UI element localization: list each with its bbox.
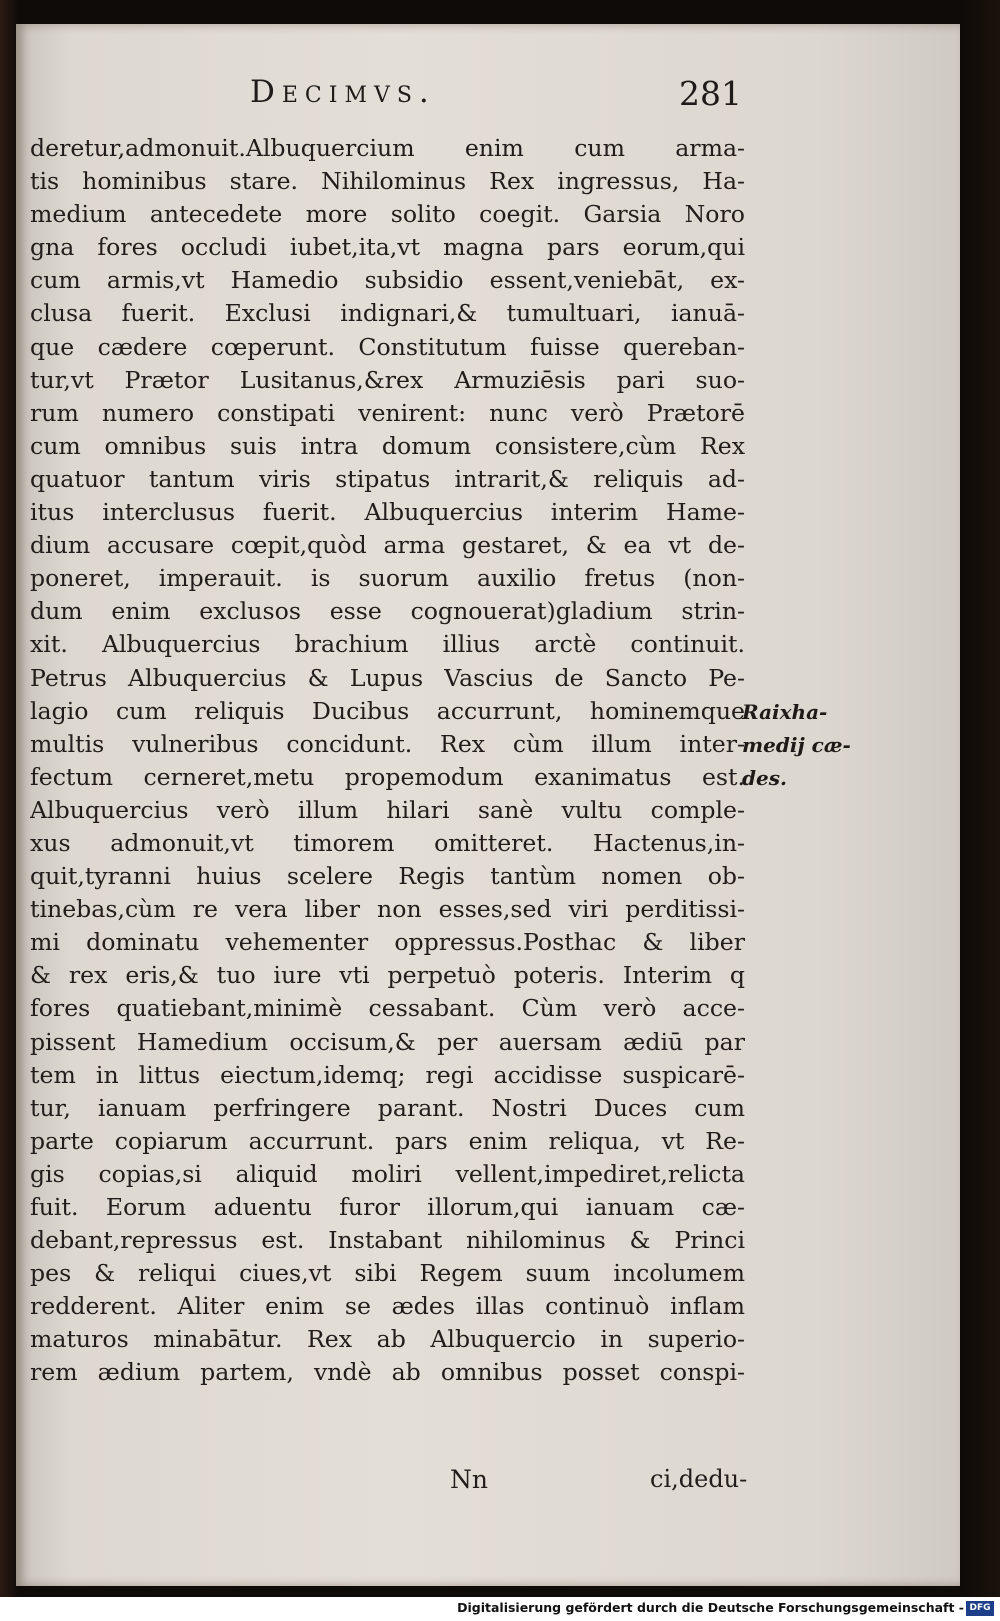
text-line: lagio cum reliquis Ducibus accurrunt, hominemque [30,696,745,725]
text-line: mi dominatu vehementer oppressus.Posthac & liber [30,928,745,957]
text-line: dium accusare cœpit,quòd arma gestaret, & ea vt de- [30,531,745,560]
text-line: & rex eris,& tuo iure vti perpetuò poteris. Interim q [30,961,745,990]
text-line: xus admonuit,vt timorem omitteret. Hactenus,in- [30,828,745,857]
dfg-logo-icon: DFG [966,1601,994,1616]
text-line: quit,tyranni huius scelere Regis tantùm nomen ob- [30,862,745,891]
body-text [30,132,745,1390]
text-line: tem in littus eiectum,idemq; regi accidisse suspicarē- [30,1060,745,1089]
text-line: Albuquercius verò illum hilari sanè vultu comple- [30,795,745,824]
text-line: poneret, imperauit. is suorum auxilio fretus (non- [30,564,745,593]
text-line: maturos minabātur. Rex ab Albuquercio in superio- [30,1325,745,1354]
text-line: pissent Hamedium occisum,& per auersam ædiū par [30,1027,745,1056]
text-line: itus interclusus fuerit. Albuquercius interim Hame- [30,498,745,527]
text-line: tis hominibus stare. Nihilominus Rex ingressus, Ha- [30,167,745,196]
text-line: debant,repressus est. Instabant nihilominus & Princi [30,1226,745,1255]
text-line: tinebas,cùm re vera liber non esses,sed viri perditissi- [30,895,745,924]
running-head: Decimvs. [250,74,436,110]
text-line: parte copiarum accurrunt. pars enim reliqua, vt Re- [30,1126,745,1155]
page-header [232,68,742,128]
page-number: 281 [679,74,742,113]
text-line: Petrus Albuquercius & Lupus Vascius de Sancto Pe- [30,663,745,692]
text-line: rem ædium partem, vndè ab omnibus posset conspi- [30,1358,745,1387]
digitization-footer [0,1597,1000,1621]
text-line: cum omnibus suis intra domum consistere,cùm Rex [30,431,745,460]
signature-mark: Nn [450,1465,488,1494]
text-line: deretur,admonuit.Albuquercium enim cum arma- [30,134,745,162]
text-line: multis vulneribus concidunt. Rex cùm illum inter- [30,729,745,758]
text-line: clusa fuerit. Exclusi indignari,& tumultuari, ianuā- [30,299,745,328]
text-line: medium antecedete more solito coegit. Garsia Noro [30,200,745,229]
marginal-note-line: Raixha- [742,700,828,724]
text-line: fuit. Eorum aduentu furor illorum,qui ianuam cæ- [30,1193,745,1221]
text-line: dum enim exclusos esse cognouerat)gladium strin- [30,597,745,626]
text-line: tur, ianuam perfringere parant. Nostri Duces cum [30,1093,745,1122]
text-line: redderent. Aliter enim se ædes illas continuò inflam [30,1292,745,1321]
text-line: tur,vt Prætor Lusitanus,&rex Armuziēsis pari suo- [30,365,745,394]
text-line: gis copias,si aliquid moliri vellent,impediret,relicta [30,1159,745,1188]
text-line: fectum cerneret,metu propemodum exanimatus est. [30,762,745,791]
text-line: xit. Albuquercius brachium illius arctè continuit. [30,630,745,659]
text-line: pes & reliqui ciues,vt sibi Regem suum incolumem [30,1259,745,1288]
text-line: que cædere cœperunt. Constitutum fuisse quereban- [30,332,745,361]
marginal-note-line: medij cæ- [742,733,851,757]
text-line: fores quatiebant,minimè cessabant. Cùm verò acce- [30,994,745,1023]
text-line: quatuor tantum viris stipatus intrarit,& reliquis ad- [30,464,745,493]
footer-credit: Digitalisierung gefördert durch die Deutsche Forschungsgemeinschaft - [457,1600,964,1615]
text-line: cum armis,vt Hamedio subsidio essent,veniebāt, ex- [30,266,745,295]
marginal-note [742,696,851,795]
catchword: ci,dedu- [650,1465,748,1493]
text-line: gna fores occludi iubet,ita,vt magna pars eorum,qui [30,233,745,262]
marginal-note-line: des. [742,766,787,790]
text-line: rum numero constipati venirent: nunc verò Prætorē [30,398,745,427]
